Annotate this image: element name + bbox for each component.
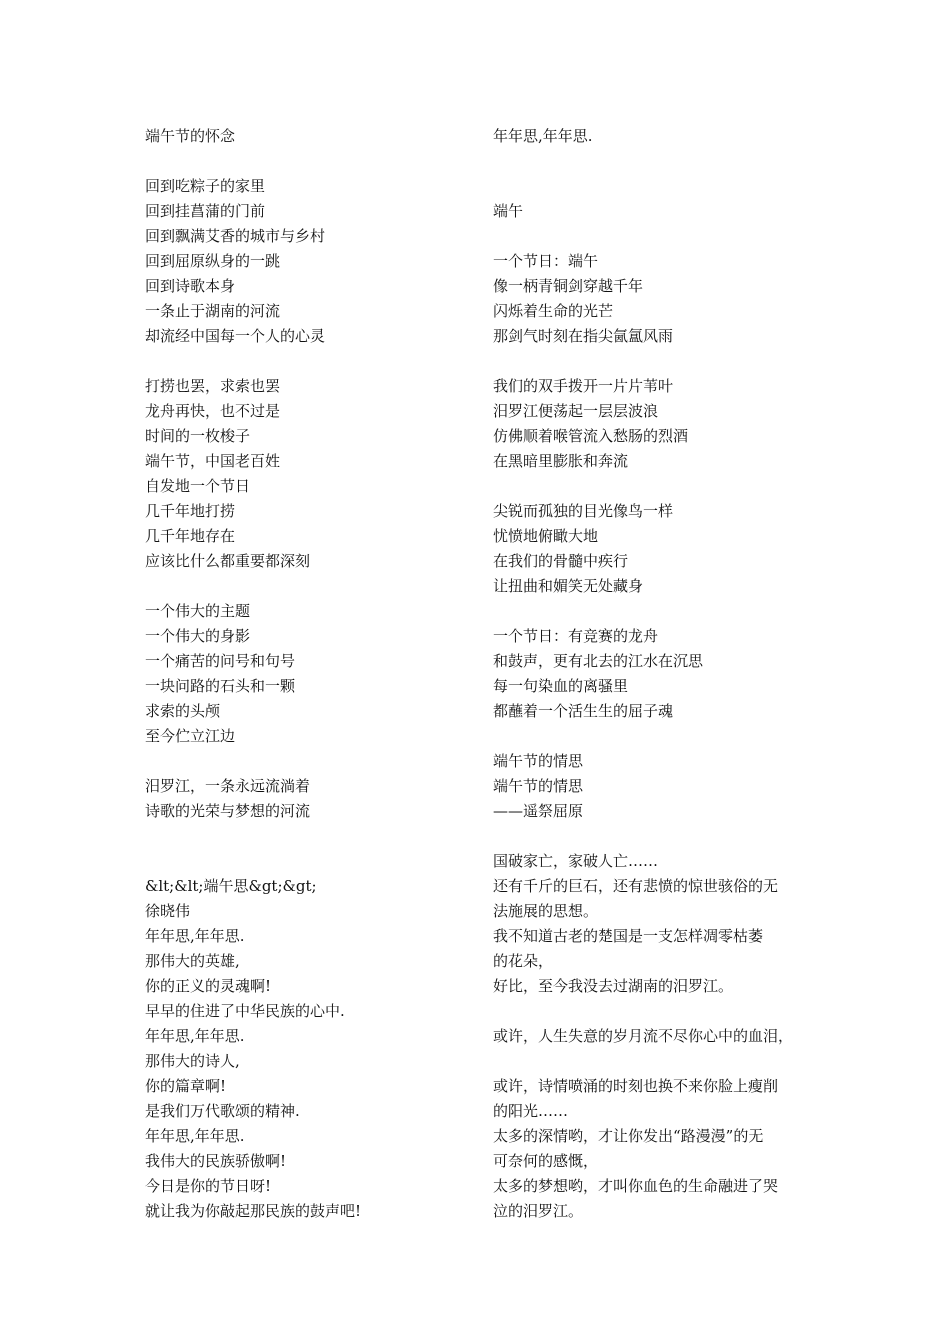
text-line: 可奈何的感慨， [493, 1152, 599, 1170]
text-line: ——遥祭屈原 [493, 802, 584, 820]
text-line: 泣的汨罗江。 [493, 1202, 584, 1220]
text-line: 回到挂菖蒲的门前 [145, 202, 266, 220]
text-line: 你的篇章啊! [145, 1077, 227, 1095]
text-line: 一个节日：端午 [493, 252, 599, 270]
text-line: 都蘸着一个活生生的屈子魂 [493, 702, 674, 720]
blank-line [493, 149, 823, 174]
text-line: 徐晓伟 [145, 902, 191, 920]
text-line: 端午节的怀念 [145, 127, 236, 145]
text-line: 一个伟大的主题 [145, 602, 251, 620]
text-line: 年年思,年年思. [145, 1027, 245, 1045]
blank-line [145, 349, 475, 374]
blank-line [493, 349, 823, 374]
blank-line [493, 599, 823, 624]
text-line: 和鼓声，更有北去的江水在沉思 [493, 652, 704, 670]
blank-line [493, 224, 823, 249]
text-line: 端午 [493, 202, 524, 220]
blank-line [493, 724, 823, 749]
text-line: 尖锐而孤独的目光像鸟一样 [493, 502, 674, 520]
text-line: 或许，诗情喷涌的时刻也换不来你脸上瘦削 [493, 1077, 779, 1095]
blank-line [493, 824, 823, 849]
text-line: 那伟大的英雄, [145, 952, 240, 970]
blank-line [493, 1049, 823, 1074]
text-line: 时间的一枚梭子 [145, 427, 251, 445]
text-line: 回到吃粽子的家里 [145, 177, 266, 195]
text-line: 自发地一个节日 [145, 477, 251, 495]
text-line: 年年思,年年思. [145, 1127, 245, 1145]
text-line: 国破家亡，家破人亡…… [493, 852, 659, 870]
text-line: 求索的头颅 [145, 702, 221, 720]
text-line: 那伟大的诗人, [145, 1052, 240, 1070]
blank-line [145, 749, 475, 774]
text-line: 诗歌的光荣与梦想的河流 [145, 802, 311, 820]
text-line: 应该比什么都重要都深刻 [145, 552, 311, 570]
text-line: 端午节的情思 [493, 777, 584, 795]
text-line: 一块问路的石头和一颗 [145, 677, 296, 695]
text-line: 一个痛苦的问号和句号 [145, 652, 296, 670]
text-line: 太多的深情哟，才让你发出“路漫漫”的无 [493, 1127, 764, 1145]
blank-line [145, 849, 475, 874]
text-line: 太多的梦想哟，才叫你血色的生命融进了哭 [493, 1177, 779, 1195]
text-line: 早早的住进了中华民族的心中. [145, 1002, 345, 1020]
text-line: 一个节日：有竞赛的龙舟 [493, 627, 659, 645]
text-line: 一个伟大的身影 [145, 627, 251, 645]
text-line: 仿佛顺着喉管流入愁肠的烈酒 [493, 427, 689, 445]
text-line: 还有千斤的巨石，还有悲愤的惊世骇俗的无 [493, 877, 779, 895]
text-line: 的花朵， [493, 952, 554, 970]
text-line: 忧愤地俯瞰大地 [493, 527, 599, 545]
text-line: 我们的双手拨开一片片苇叶 [493, 377, 674, 395]
text-line: 像一柄青铜剑穿越千年 [493, 277, 644, 295]
blank-line [493, 999, 823, 1024]
text-line: 你的正义的灵魂啊! [145, 977, 272, 995]
text-line: &lt;&lt;端午思&gt;&gt; [145, 877, 317, 895]
right-column [493, 124, 823, 1224]
text-line: 在我们的骨髓中疾行 [493, 552, 629, 570]
blank-line [145, 149, 475, 174]
text-line: 汨罗江便荡起一层层波浪 [493, 402, 659, 420]
text-line: 好比，至今我没去过湖南的汨罗江。 [493, 977, 734, 995]
blank-line [493, 474, 823, 499]
text-line: 至今伫立江边 [145, 727, 236, 745]
text-line: 一条止于湖南的河流 [145, 302, 281, 320]
text-line: 几千年地打捞 [145, 502, 236, 520]
text-line: 年年思,年年思. [145, 927, 245, 945]
text-line: 每一句染血的离骚里 [493, 677, 629, 695]
blank-line [493, 174, 823, 199]
text-line: 龙舟再快，也不过是 [145, 402, 281, 420]
text-line: 回到诗歌本身 [145, 277, 236, 295]
text-line: 闪烁着生命的光芒 [493, 302, 614, 320]
text-line: 汨罗江，一条永远流淌着 [145, 777, 311, 795]
text-line: 端午节的情思 [493, 752, 584, 770]
text-line: 就让我为你敲起那民族的鼓声吧! [145, 1202, 362, 1220]
text-line: 法施展的思想。 [493, 902, 599, 920]
text-line: 打捞也罢，求索也罢 [145, 377, 281, 395]
blank-line [145, 824, 475, 849]
text-line: 年年思,年年思. [493, 127, 593, 145]
text-line: 或许，人生失意的岁月流不尽你心中的血泪， [493, 1027, 794, 1045]
left-column [145, 124, 475, 1224]
text-line: 我不知道古老的楚国是一支怎样凋零枯萎 [493, 927, 764, 945]
text-line: 让扭曲和媚笑无处藏身 [493, 577, 644, 595]
text-line: 的阳光…… [493, 1102, 569, 1120]
text-line: 是我们万代歌颂的精神. [145, 1102, 300, 1120]
text-line: 几千年地存在 [145, 527, 236, 545]
text-line: 在黑暗里膨胀和奔流 [493, 452, 629, 470]
text-line: 今日是你的节日呀! [145, 1177, 272, 1195]
blank-line [145, 574, 475, 599]
text-line: 端午节，中国老百姓 [145, 452, 281, 470]
text-line: 却流经中国每一个人的心灵 [145, 327, 326, 345]
text-line: 那剑气时刻在指尖氤氲风雨 [493, 327, 674, 345]
text-line: 回到飘满艾香的城市与乡村 [145, 227, 326, 245]
text-line: 回到屈原纵身的一跳 [145, 252, 281, 270]
text-line: 我伟大的民族骄傲啊! [145, 1152, 287, 1170]
